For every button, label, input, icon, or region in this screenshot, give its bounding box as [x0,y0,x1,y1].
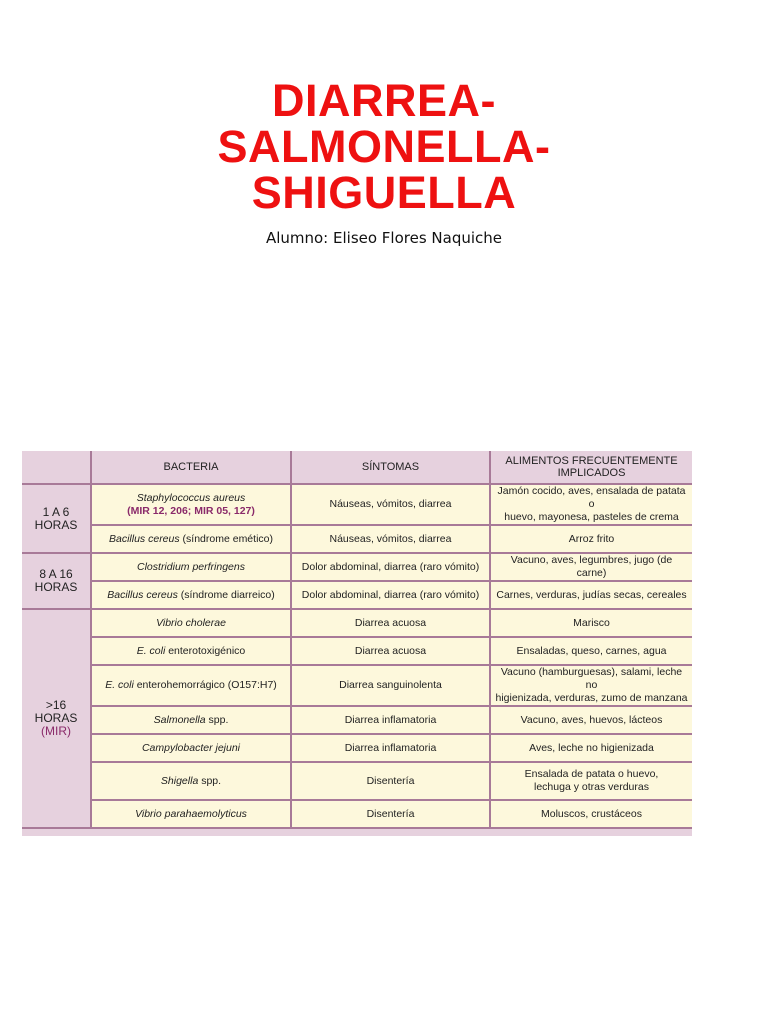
table-row [22,800,692,828]
mir-tag: (MIR) [41,724,71,738]
header-alimentos [490,451,692,484]
bacteria-name: E. coli [136,644,166,657]
cell-sintomas: Diarrea inflamatoria [291,706,490,734]
bacteria-detail: spp. [205,713,229,726]
bacteria-name: Vibrio parahaemolyticus [135,807,247,820]
group-label-line1: >16 [45,698,67,712]
cell-alimentos [490,484,692,525]
cell-sintomas: Diarrea sanguinolenta [291,665,490,706]
cell-bacteria [91,706,291,734]
title-line-3: SHIGUELLA [251,167,517,218]
cell-sintomas: Náuseas, vómitos, diarrea [291,484,490,525]
header-alimentos-line2: IMPLICADOS [557,467,626,479]
cell-alimentos: Vacuno, aves, huevos, lácteos [490,706,692,734]
alimentos-line1: Vacuno (hamburguesas), salami, leche no [500,666,683,691]
cell-alimentos: Ensaladas, queso, carnes, agua [490,637,692,665]
group-label-line2: HORAS [34,711,78,725]
group-label-line1: 8 A 16 [39,567,73,581]
alimentos-line2: higienizada, verduras, zumo de manzana [495,692,688,704]
table-row [22,525,692,553]
bacteria-detail: spp. [198,774,222,787]
title-line-2: SALMONELLA- [217,121,551,172]
cell-sintomas: Disentería [291,800,490,828]
cell-bacteria [91,609,291,637]
cell-bacteria [91,484,291,525]
group-1-a-6-horas [22,484,91,553]
bacteria-table-container [22,451,692,836]
bacteria-name: Vibrio cholerae [156,616,226,629]
bacteria-name: Shigella [160,774,199,787]
group-label-line2: HORAS [34,580,78,594]
cell-alimentos: Aves, leche no higienizada [490,734,692,762]
table-row [22,734,692,762]
cell-sintomas: Disentería [291,762,490,800]
bacteria-detail: (síndrome emético) [179,532,273,545]
bacteria-name: Bacillus cereus [107,588,178,601]
bacteria-detail: enterotoxigénico [165,644,246,657]
cell-alimentos: Arroz frito [490,525,692,553]
cell-bacteria [91,637,291,665]
bacteria-name: E. coli [105,679,134,691]
cell-bacteria [91,800,291,828]
alimentos-line2: lechuga y otras verduras [534,781,649,793]
bacteria-detail: (síndrome diarreico) [177,588,275,601]
cell-sintomas: Dolor abdominal, diarrea (raro vómito) [291,581,490,609]
cell-sintomas: Náuseas, vómitos, diarrea [291,525,490,553]
cell-bacteria [91,665,291,706]
table-row [22,762,692,800]
bacteria-table [22,451,692,829]
cell-bacteria [91,553,291,581]
cell-alimentos [490,762,692,800]
cell-alimentos: Vacuno, aves, legumbres, jugo (de carne) [490,553,692,581]
header-sintomas: SÍNTOMAS [291,451,490,484]
bacteria-name: Campylobacter jejuni [141,741,241,754]
table-row [22,637,692,665]
bacteria-name: Bacillus cereus [109,532,180,545]
header-alimentos-line1: ALIMENTOS FRECUENTEMENTE [505,455,678,467]
cell-sintomas: Diarrea inflamatoria [291,734,490,762]
bacteria-name: Salmonella [153,713,206,726]
bacteria-detail: enterohemorrágico (O157:H7) [133,679,277,691]
group-8-a-16-horas [22,553,91,609]
table-row [22,553,692,581]
author-name: Alumno: Eliseo Flores Naquiche [265,229,503,247]
header-group-spacer [22,451,91,484]
cell-alimentos [490,665,692,706]
alimentos-line2: huevo, mayonesa, pasteles de crema [504,511,679,523]
cell-sintomas: Dolor abdominal, diarrea (raro vómito) [291,553,490,581]
table-row [22,484,692,525]
table-row [22,609,692,637]
header-bacteria: BACTERIA [91,451,291,484]
alimentos-line1: Ensalada de patata o huevo, [524,768,659,780]
cell-bacteria [91,762,291,800]
cell-sintomas: Diarrea acuosa [291,609,490,637]
table-row [22,581,692,609]
cell-bacteria [91,734,291,762]
table-row [22,706,692,734]
alimentos-line1: Jamón cocido, aves, ensalada de patata o [497,485,686,510]
document-title [0,75,768,218]
cell-bacteria [91,525,291,553]
cell-alimentos: Carnes, verduras, judías secas, cereales [490,581,692,609]
group-label-line2: HORAS [34,517,78,532]
group-mas-16-horas [22,609,91,828]
group-label-line1: 1 A 6 [42,504,70,519]
mir-reference: (MIR 12, 206; MIR 05, 127) [127,504,255,517]
cell-sintomas: Diarrea acuosa [291,637,490,665]
bacteria-name: Staphylococcus aureus [136,491,246,504]
table-row [22,665,692,706]
title-line-1: DIARREA- [272,75,496,126]
cell-alimentos: Moluscos, crustáceos [490,800,692,828]
cell-alimentos: Marisco [490,609,692,637]
table-header-row [22,451,692,484]
cell-bacteria [91,581,291,609]
bacteria-name: Clostridium perfringens [137,560,245,573]
